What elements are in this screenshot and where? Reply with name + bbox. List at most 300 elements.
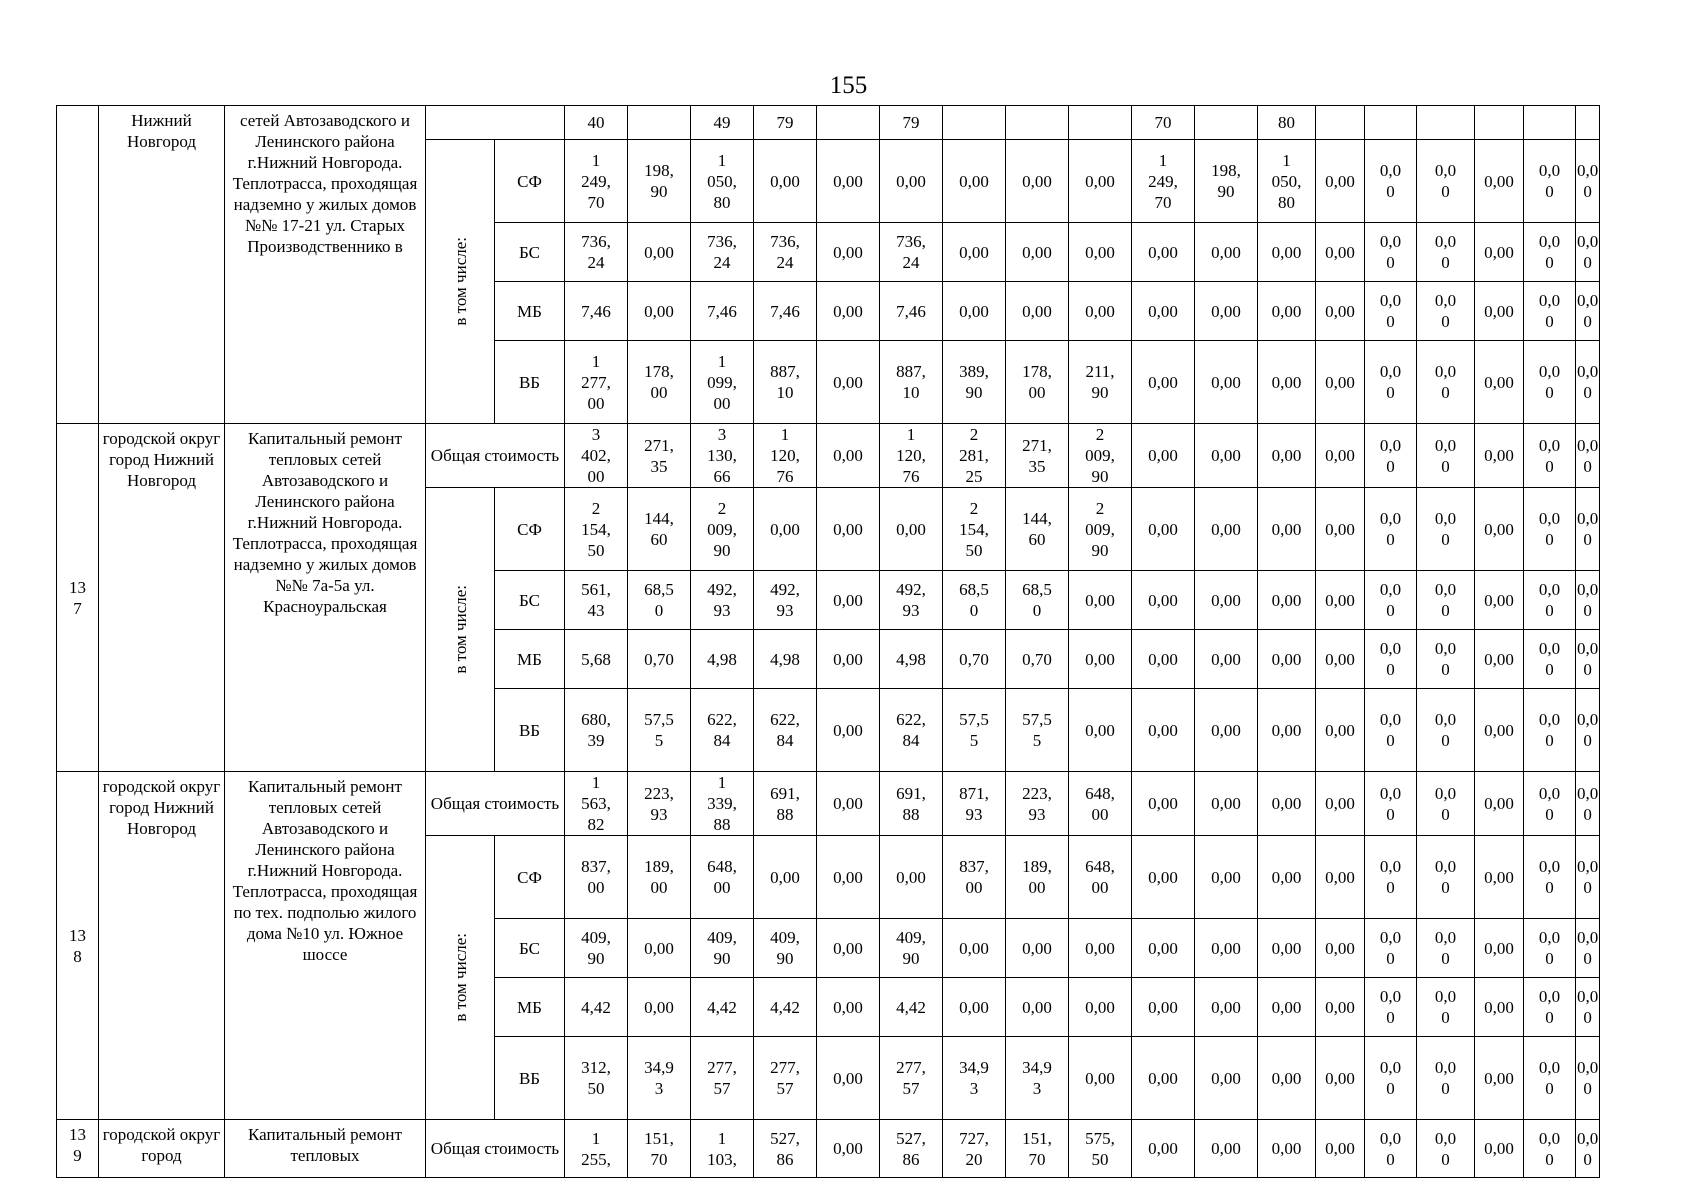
value-cell: 0,00: [1069, 140, 1132, 223]
value-cell: 0,0 0: [1524, 223, 1576, 282]
value-cell: 0,0 0: [1417, 282, 1475, 341]
value-cell: 57,5 5: [943, 689, 1006, 772]
value-cell: 1 099, 00: [691, 341, 754, 424]
value-cell: 0,0 0: [1576, 919, 1600, 978]
value-cell: 0,0 0: [1417, 424, 1475, 488]
value-cell: 0,00: [1475, 223, 1524, 282]
value-cell: [1069, 106, 1132, 140]
value-cell: 0,00: [817, 488, 880, 571]
value-cell: [1006, 106, 1069, 140]
value-cell: 837, 00: [943, 836, 1006, 919]
funding-source-code: БС: [495, 571, 565, 630]
value-cell: 7,46: [754, 282, 817, 341]
value-cell: 4,42: [754, 978, 817, 1037]
value-cell: 0,00: [1195, 689, 1258, 772]
value-cell: 0,00: [1132, 223, 1195, 282]
value-cell: 0,00: [1316, 424, 1365, 488]
funding-source-code: ВБ: [495, 689, 565, 772]
value-cell: 0,0 0: [1576, 772, 1600, 836]
value-cell: 0,00: [1475, 140, 1524, 223]
value-cell: 0,0 0: [1365, 1120, 1417, 1178]
description-cell: Капитальный ремонт тепловых сетей Автозаводского и Ленинского района г.Нижний Новгорода. Теплотрасса, проходящая по тех. подполью жилого дома №10 ул. Южное шоссе: [225, 772, 426, 1120]
value-cell: [817, 106, 880, 140]
value-cell: 0,00: [1258, 223, 1316, 282]
value-cell: 736, 24: [754, 223, 817, 282]
value-cell: 0,00: [1316, 140, 1365, 223]
value-cell: [1365, 106, 1417, 140]
value-cell: 0,0 0: [1576, 689, 1600, 772]
value-cell: 0,00: [817, 424, 880, 488]
value-cell: 561, 43: [565, 571, 628, 630]
value-cell: 0,00: [1195, 488, 1258, 571]
value-cell: 0,0 0: [1365, 689, 1417, 772]
value-cell: 622, 84: [880, 689, 943, 772]
value-cell: 0,00: [817, 919, 880, 978]
value-cell: [1195, 106, 1258, 140]
value-cell: 4,98: [691, 630, 754, 689]
value-cell: 0,0 0: [1365, 424, 1417, 488]
value-cell: 1 120, 76: [754, 424, 817, 488]
value-cell: 0,0 0: [1365, 978, 1417, 1037]
value-cell: 0,00: [754, 836, 817, 919]
value-cell: 7,46: [565, 282, 628, 341]
value-cell: 189, 00: [628, 836, 691, 919]
value-cell: 0,00: [1475, 772, 1524, 836]
value-cell: 0,00: [943, 223, 1006, 282]
value-cell: 0,0 0: [1417, 488, 1475, 571]
value-cell: 68,5 0: [1006, 571, 1069, 630]
table-row: [57, 772, 1600, 836]
value-cell: 0,0 0: [1576, 424, 1600, 488]
value-cell: 0,00: [1132, 630, 1195, 689]
value-cell: 0,00: [1069, 978, 1132, 1037]
value-cell: 0,00: [1069, 630, 1132, 689]
description-cell: Капитальный ремонт тепловых: [225, 1120, 426, 1178]
breakdown-label: в том числе:: [450, 237, 470, 326]
value-cell: 0,0 0: [1524, 630, 1576, 689]
description-cell: Капитальный ремонт тепловых сетей Автозаводского и Ленинского района г.Нижний Новгорода. Теплотрасса, проходящая надземно у жилых домов №№ 7а-5а ул. Красноуральская: [225, 424, 426, 772]
value-cell: 4,42: [565, 978, 628, 1037]
value-cell: 4,98: [754, 630, 817, 689]
value-cell: 0,00: [1258, 341, 1316, 424]
value-cell: 727, 20: [943, 1120, 1006, 1178]
value-cell: 34,9 3: [628, 1037, 691, 1120]
value-cell: 0,0 0: [1365, 488, 1417, 571]
value-cell: 0,0 0: [1365, 836, 1417, 919]
value-cell: 70: [1132, 106, 1195, 140]
value-cell: 0,00: [1069, 1037, 1132, 1120]
value-cell: 0,00: [817, 689, 880, 772]
value-cell: 189, 00: [1006, 836, 1069, 919]
budget-table: [56, 105, 1600, 1178]
table-row: [57, 424, 1600, 488]
value-cell: 887, 10: [880, 341, 943, 424]
value-cell: 0,00: [943, 140, 1006, 223]
value-cell: 223, 93: [1006, 772, 1069, 836]
value-cell: 0,00: [1006, 223, 1069, 282]
value-cell: 0,00: [1258, 772, 1316, 836]
value-cell: 2 154, 50: [565, 488, 628, 571]
value-cell: 0,0 0: [1576, 836, 1600, 919]
value-cell: 0,00: [1132, 689, 1195, 772]
value-cell: 1 255,: [565, 1120, 628, 1178]
value-cell: 0,00: [1475, 630, 1524, 689]
value-cell: 0,00: [1069, 282, 1132, 341]
value-cell: 0,0 0: [1365, 223, 1417, 282]
value-cell: 0,00: [1132, 1037, 1195, 1120]
value-cell: 0,0 0: [1576, 978, 1600, 1037]
funding-source-code: ВБ: [495, 341, 565, 424]
value-cell: 0,0 0: [1417, 140, 1475, 223]
breakdown-label-cell: [426, 488, 495, 772]
value-cell: 79: [754, 106, 817, 140]
value-cell: 0,00: [1475, 689, 1524, 772]
value-cell: 0,0 0: [1365, 1037, 1417, 1120]
value-cell: 0,00: [817, 630, 880, 689]
value-cell: 0,00: [1475, 488, 1524, 571]
value-cell: 0,00: [1258, 919, 1316, 978]
value-cell: 492, 93: [754, 571, 817, 630]
value-cell: 0,00: [1316, 571, 1365, 630]
value-cell: 4,42: [691, 978, 754, 1037]
value-cell: 0,0 0: [1524, 978, 1576, 1037]
value-cell: 68,5 0: [943, 571, 1006, 630]
value-cell: 0,0 0: [1365, 571, 1417, 630]
value-cell: 389, 90: [943, 341, 1006, 424]
value-cell: 2 009, 90: [691, 488, 754, 571]
value-cell: 0,00: [1316, 630, 1365, 689]
value-cell: 0,00: [817, 140, 880, 223]
territory-cell: городской округ город: [99, 1120, 225, 1178]
value-cell: 837, 00: [565, 836, 628, 919]
value-cell: 0,00: [1132, 978, 1195, 1037]
value-cell: 0,00: [1475, 1037, 1524, 1120]
value-cell: 622, 84: [691, 689, 754, 772]
value-cell: 0,70: [1006, 630, 1069, 689]
value-cell: 0,00: [1316, 282, 1365, 341]
value-cell: 0,00: [1195, 571, 1258, 630]
funding-source-code: ВБ: [495, 1037, 565, 1120]
value-cell: 0,0 0: [1524, 424, 1576, 488]
value-cell: 0,0 0: [1524, 282, 1576, 341]
funding-source-code: БС: [495, 919, 565, 978]
value-cell: 0,0 0: [1417, 630, 1475, 689]
value-cell: 151, 70: [1006, 1120, 1069, 1178]
value-cell: 0,00: [1132, 488, 1195, 571]
value-cell: 0,0 0: [1576, 630, 1600, 689]
value-cell: [1417, 106, 1475, 140]
value-cell: 0,00: [1069, 571, 1132, 630]
value-cell: 0,00: [1132, 1120, 1195, 1178]
funding-source-code: БС: [495, 223, 565, 282]
value-cell: 0,0 0: [1417, 689, 1475, 772]
value-cell: 178, 00: [628, 341, 691, 424]
value-cell: 0,00: [1195, 836, 1258, 919]
value-cell: 0,00: [1006, 978, 1069, 1037]
breakdown-label: в том числе:: [450, 933, 470, 1022]
row-number: 13 7: [57, 424, 99, 772]
value-cell: 0,00: [1475, 978, 1524, 1037]
value-cell: 0,00: [1069, 919, 1132, 978]
value-cell: 0,00: [817, 1037, 880, 1120]
value-cell: 211, 90: [1069, 341, 1132, 424]
value-cell: 0,70: [943, 630, 1006, 689]
total-cost-label: [426, 106, 565, 140]
value-cell: 0,00: [1258, 1120, 1316, 1178]
value-cell: 0,0 0: [1365, 341, 1417, 424]
value-cell: 0,00: [1132, 919, 1195, 978]
value-cell: 0,0 0: [1524, 1037, 1576, 1120]
breakdown-label-cell: [426, 836, 495, 1120]
value-cell: 0,00: [817, 341, 880, 424]
value-cell: 0,00: [817, 571, 880, 630]
value-cell: 1 277, 00: [565, 341, 628, 424]
value-cell: 3 402, 00: [565, 424, 628, 488]
value-cell: 0,00: [1475, 1120, 1524, 1178]
table-row: [57, 1120, 1600, 1178]
value-cell: 0,00: [1258, 424, 1316, 488]
value-cell: 0,00: [1475, 919, 1524, 978]
value-cell: 198, 90: [1195, 140, 1258, 223]
value-cell: 0,00: [943, 919, 1006, 978]
value-cell: 0,00: [1006, 140, 1069, 223]
value-cell: 492, 93: [691, 571, 754, 630]
value-cell: 0,00: [880, 836, 943, 919]
value-cell: 0,00: [1006, 282, 1069, 341]
value-cell: 0,0 0: [1524, 689, 1576, 772]
value-cell: 40: [565, 106, 628, 140]
value-cell: 0,0 0: [1365, 282, 1417, 341]
value-cell: 0,00: [628, 919, 691, 978]
value-cell: 1 050, 80: [1258, 140, 1316, 223]
value-cell: 0,00: [1316, 919, 1365, 978]
value-cell: 0,00: [1258, 1037, 1316, 1120]
value-cell: 0,00: [1195, 341, 1258, 424]
value-cell: 0,0 0: [1365, 919, 1417, 978]
value-cell: 0,00: [1195, 223, 1258, 282]
value-cell: 527, 86: [880, 1120, 943, 1178]
value-cell: 277, 57: [754, 1037, 817, 1120]
value-cell: 691, 88: [754, 772, 817, 836]
value-cell: 575, 50: [1069, 1120, 1132, 1178]
value-cell: 0,00: [817, 282, 880, 341]
value-cell: 312, 50: [565, 1037, 628, 1120]
value-cell: 0,00: [628, 223, 691, 282]
value-cell: 0,0 0: [1524, 488, 1576, 571]
value-cell: 0,00: [1475, 341, 1524, 424]
value-cell: 736, 24: [880, 223, 943, 282]
value-cell: 0,00: [817, 1120, 880, 1178]
row-number: 13 9: [57, 1120, 99, 1178]
value-cell: 0,00: [817, 836, 880, 919]
value-cell: 2 281, 25: [943, 424, 1006, 488]
value-cell: 0,00: [1316, 341, 1365, 424]
value-cell: 736, 24: [565, 223, 628, 282]
value-cell: 0,0 0: [1417, 772, 1475, 836]
value-cell: 144, 60: [1006, 488, 1069, 571]
value-cell: 0,0 0: [1576, 1120, 1600, 1178]
value-cell: 0,00: [1316, 836, 1365, 919]
value-cell: [628, 106, 691, 140]
funding-source-code: СФ: [495, 488, 565, 571]
value-cell: 0,0 0: [1576, 341, 1600, 424]
value-cell: 0,00: [1475, 424, 1524, 488]
value-cell: 271, 35: [628, 424, 691, 488]
value-cell: 0,00: [943, 282, 1006, 341]
value-cell: 0,00: [1475, 282, 1524, 341]
value-cell: 2 009, 90: [1069, 424, 1132, 488]
value-cell: 0,0 0: [1417, 836, 1475, 919]
value-cell: 0,00: [1316, 1037, 1365, 1120]
value-cell: 0,00: [1316, 689, 1365, 772]
value-cell: 0,0 0: [1576, 140, 1600, 223]
value-cell: 0,00: [943, 978, 1006, 1037]
value-cell: 80: [1258, 106, 1316, 140]
value-cell: 0,0 0: [1576, 571, 1600, 630]
value-cell: 0,0 0: [1524, 1120, 1576, 1178]
value-cell: 0,00: [754, 488, 817, 571]
description-cell: сетей Автозаводского и Ленинского района г.Нижний Новгорода. Теплотрасса, проходящая надземно у жилых домов №№ 17-21 ул. Старых Производственнико в: [225, 106, 426, 424]
value-cell: 4,98: [880, 630, 943, 689]
value-cell: 2 154, 50: [943, 488, 1006, 571]
territory-cell: городской округ город Нижний Новгород: [99, 424, 225, 772]
breakdown-label: в том числе:: [450, 585, 470, 674]
funding-source-code: СФ: [495, 140, 565, 223]
value-cell: 1 563, 82: [565, 772, 628, 836]
value-cell: 492, 93: [880, 571, 943, 630]
value-cell: 1 339, 88: [691, 772, 754, 836]
value-cell: 0,00: [628, 978, 691, 1037]
row-number: [57, 106, 99, 424]
value-cell: 0,0 0: [1417, 341, 1475, 424]
value-cell: [1576, 106, 1600, 140]
value-cell: 0,0 0: [1365, 772, 1417, 836]
value-cell: 887, 10: [754, 341, 817, 424]
value-cell: 0,00: [1258, 978, 1316, 1037]
value-cell: 0,0 0: [1576, 488, 1600, 571]
value-cell: 691, 88: [880, 772, 943, 836]
value-cell: 527, 86: [754, 1120, 817, 1178]
value-cell: 34,9 3: [943, 1037, 1006, 1120]
value-cell: 0,0 0: [1365, 140, 1417, 223]
value-cell: 0,00: [1475, 836, 1524, 919]
value-cell: 178, 00: [1006, 341, 1069, 424]
value-cell: 0,00: [754, 140, 817, 223]
value-cell: 0,00: [880, 488, 943, 571]
value-cell: 68,5 0: [628, 571, 691, 630]
value-cell: 0,0 0: [1524, 140, 1576, 223]
value-cell: [1524, 106, 1576, 140]
value-cell: 0,00: [1316, 772, 1365, 836]
value-cell: 2 009, 90: [1069, 488, 1132, 571]
value-cell: 0,00: [1258, 488, 1316, 571]
value-cell: 34,9 3: [1006, 1037, 1069, 1120]
total-cost-label: Общая стоимость: [426, 772, 565, 836]
value-cell: 0,00: [1069, 689, 1132, 772]
value-cell: 0,00: [1316, 488, 1365, 571]
value-cell: 0,0 0: [1576, 223, 1600, 282]
value-cell: 622, 84: [754, 689, 817, 772]
value-cell: 0,00: [1006, 919, 1069, 978]
value-cell: 57,5 5: [628, 689, 691, 772]
funding-source-code: СФ: [495, 836, 565, 919]
value-cell: 0,00: [1258, 630, 1316, 689]
value-cell: 0,70: [628, 630, 691, 689]
value-cell: 0,00: [1132, 836, 1195, 919]
value-cell: 0,0 0: [1417, 1037, 1475, 1120]
value-cell: 277, 57: [880, 1037, 943, 1120]
value-cell: 277, 57: [691, 1037, 754, 1120]
value-cell: [1316, 106, 1365, 140]
value-cell: 0,00: [1195, 630, 1258, 689]
value-cell: 0,00: [1132, 424, 1195, 488]
total-cost-label: Общая стоимость: [426, 424, 565, 488]
value-cell: 0,00: [1195, 282, 1258, 341]
value-cell: 1 120, 76: [880, 424, 943, 488]
value-cell: 0,00: [1132, 282, 1195, 341]
value-cell: 0,00: [1195, 978, 1258, 1037]
value-cell: 736, 24: [691, 223, 754, 282]
value-cell: 0,00: [1258, 836, 1316, 919]
value-cell: [1475, 106, 1524, 140]
value-cell: 1 249, 70: [1132, 140, 1195, 223]
territory-cell: Нижний Новгород: [99, 106, 225, 424]
value-cell: 0,0 0: [1524, 836, 1576, 919]
value-cell: 0,0 0: [1417, 1120, 1475, 1178]
funding-source-code: МБ: [495, 978, 565, 1037]
value-cell: 0,0 0: [1524, 341, 1576, 424]
value-cell: 0,00: [1195, 1037, 1258, 1120]
row-number: 13 8: [57, 772, 99, 1120]
value-cell: 0,00: [1132, 772, 1195, 836]
value-cell: 4,42: [880, 978, 943, 1037]
value-cell: 0,00: [628, 282, 691, 341]
value-cell: 79: [880, 106, 943, 140]
table-row: [57, 106, 1600, 140]
value-cell: 0,00: [1132, 571, 1195, 630]
value-cell: 0,00: [817, 772, 880, 836]
value-cell: 57,5 5: [1006, 689, 1069, 772]
value-cell: 648, 00: [1069, 836, 1132, 919]
value-cell: 0,00: [1316, 1120, 1365, 1178]
value-cell: 1 249, 70: [565, 140, 628, 223]
value-cell: 0,0 0: [1417, 571, 1475, 630]
value-cell: 198, 90: [628, 140, 691, 223]
value-cell: 0,00: [1258, 282, 1316, 341]
value-cell: 680, 39: [565, 689, 628, 772]
value-cell: 49: [691, 106, 754, 140]
value-cell: 151, 70: [628, 1120, 691, 1178]
value-cell: 0,00: [817, 978, 880, 1037]
value-cell: 0,0 0: [1417, 223, 1475, 282]
value-cell: 0,0 0: [1417, 978, 1475, 1037]
value-cell: 0,0 0: [1365, 630, 1417, 689]
value-cell: [943, 106, 1006, 140]
value-cell: 0,0 0: [1524, 919, 1576, 978]
value-cell: 0,00: [1316, 223, 1365, 282]
value-cell: 0,00: [1195, 424, 1258, 488]
value-cell: 0,00: [1475, 571, 1524, 630]
value-cell: 1 050, 80: [691, 140, 754, 223]
page-number: 155: [829, 72, 868, 99]
value-cell: 0,00: [1195, 772, 1258, 836]
value-cell: 0,00: [1132, 341, 1195, 424]
value-cell: 871, 93: [943, 772, 1006, 836]
value-cell: 271, 35: [1006, 424, 1069, 488]
value-cell: 223, 93: [628, 772, 691, 836]
value-cell: 0,00: [1258, 689, 1316, 772]
value-cell: 409, 90: [880, 919, 943, 978]
